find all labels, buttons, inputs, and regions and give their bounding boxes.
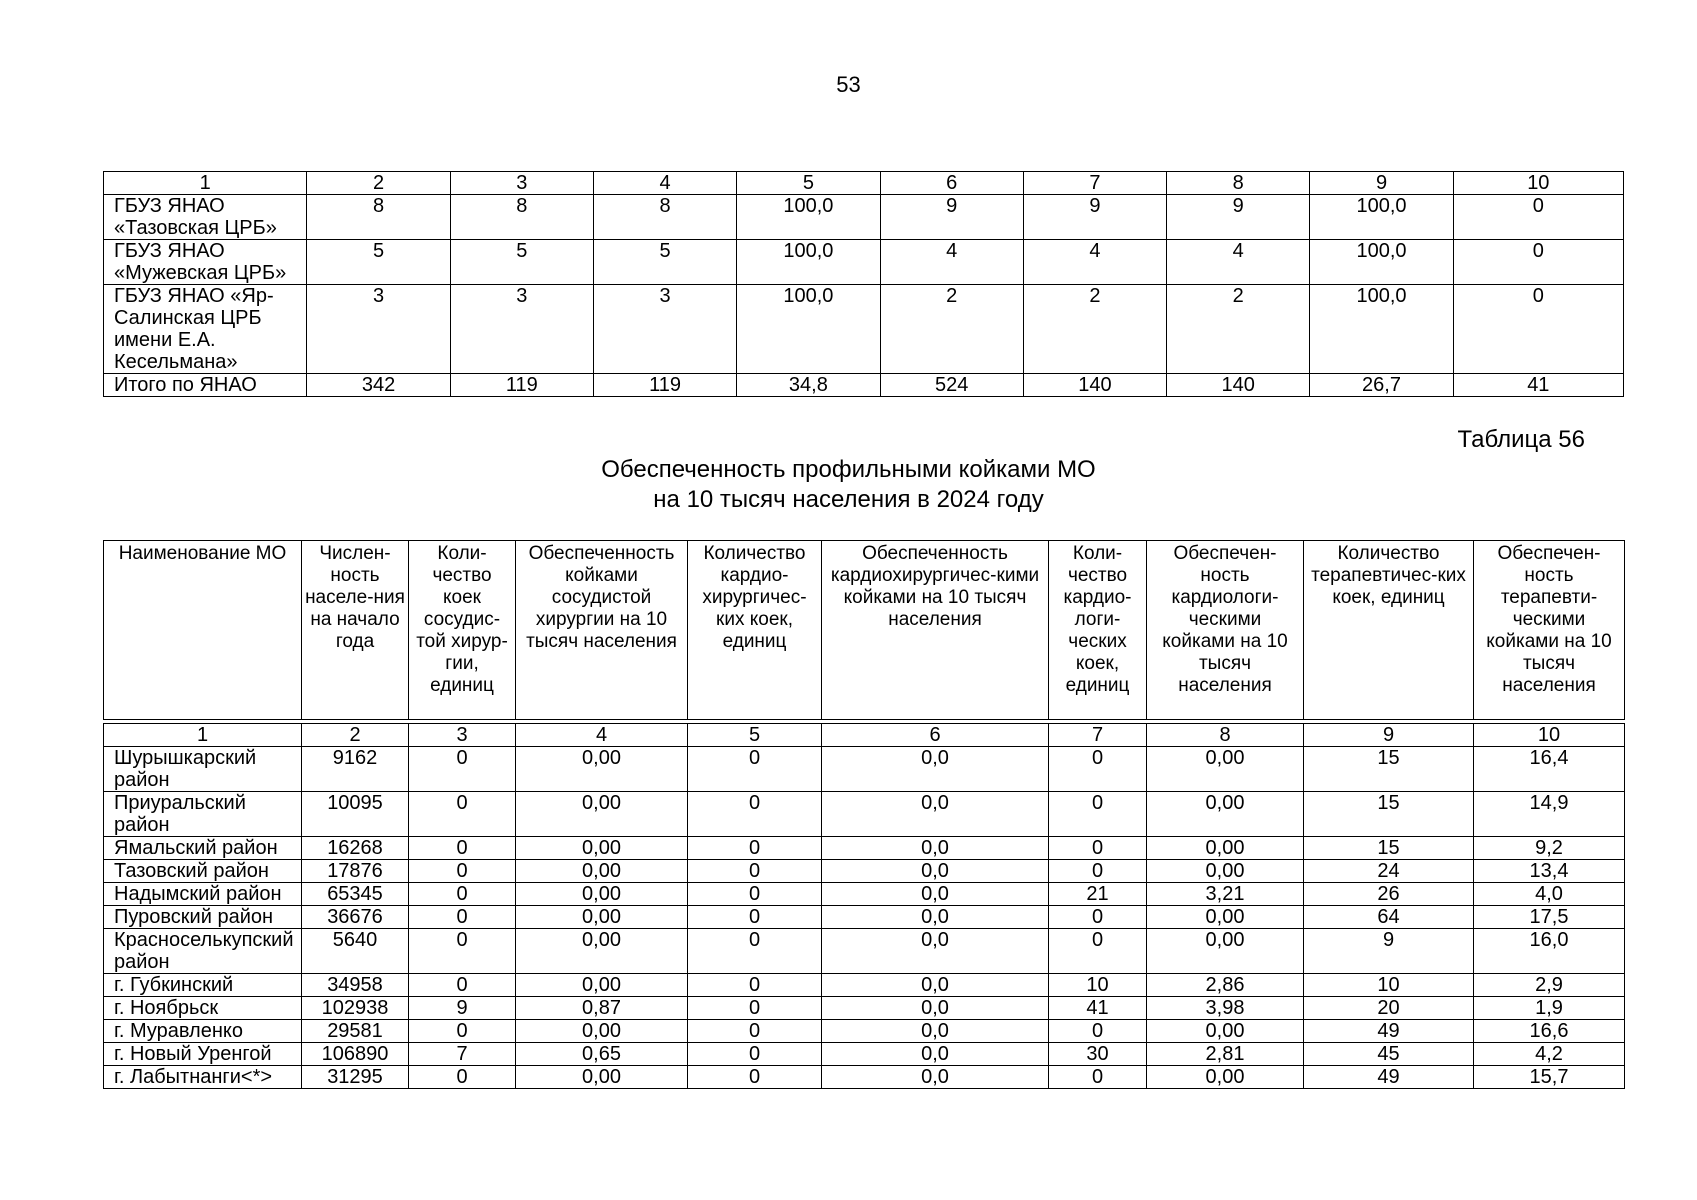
table-cell: 2,81 — [1147, 1043, 1304, 1066]
table-row — [104, 747, 1625, 792]
table-cell: 0,00 — [1147, 929, 1304, 974]
table-cell: 8 — [593, 195, 736, 240]
table-cell: 31295 — [302, 1066, 409, 1089]
column-number-cell: 2 — [307, 172, 450, 195]
table-cell: 0 — [688, 1043, 822, 1066]
column-number-cell: 10 — [1474, 724, 1625, 747]
table-cell: 0 — [409, 883, 516, 906]
column-number-cell: 7 — [1049, 724, 1147, 747]
row-name-cell: Красноселькупский район — [104, 929, 302, 974]
table-cell: 8 — [450, 195, 593, 240]
table-cell: 0 — [688, 1066, 822, 1089]
table-cell: 106890 — [302, 1043, 409, 1066]
table-cell: 9 — [1304, 929, 1474, 974]
table-cell: 0 — [1049, 1020, 1147, 1043]
table-cell: 34,8 — [737, 374, 880, 397]
table-cell: 100,0 — [1310, 285, 1453, 374]
table-cell: 0 — [1049, 929, 1147, 974]
table-cell: 0 — [1049, 906, 1147, 929]
row-name-cell: г. Губкинский — [104, 974, 302, 997]
table-row — [104, 285, 1624, 374]
table-row — [104, 724, 1625, 747]
table-row — [104, 172, 1624, 195]
table-cell: 30 — [1049, 1043, 1147, 1066]
table-cell: 2 — [1023, 285, 1166, 374]
table-cell: 15,7 — [1474, 1066, 1625, 1089]
table-cell: 4 — [880, 240, 1023, 285]
table-cell: 41 — [1453, 374, 1623, 397]
table-cell: 9 — [880, 195, 1023, 240]
column-number-cell: 1 — [104, 724, 302, 747]
table-cell: 0,0 — [822, 906, 1049, 929]
table-cell: 0 — [409, 1066, 516, 1089]
table-cell: 4,2 — [1474, 1043, 1625, 1066]
table-cell: 0 — [1453, 285, 1623, 374]
table-cell: 0,0 — [822, 974, 1049, 997]
table-row — [104, 1043, 1625, 1066]
table-cell: 10 — [1049, 974, 1147, 997]
page-number: 53 — [836, 72, 861, 97]
row-name-cell: г. Лабытнанги<*> — [104, 1066, 302, 1089]
table-cell: 29581 — [302, 1020, 409, 1043]
column-number-cell: 9 — [1304, 724, 1474, 747]
table-cell: 3,21 — [1147, 883, 1304, 906]
table-cell: 0 — [1049, 747, 1147, 792]
main-table-header — [103, 540, 1625, 720]
table-cell: 10 — [1304, 974, 1474, 997]
table-row — [104, 929, 1625, 974]
table-cell: 7 — [409, 1043, 516, 1066]
table-row — [104, 374, 1624, 397]
table-cell: 65345 — [302, 883, 409, 906]
table-cell: 0,00 — [516, 860, 688, 883]
table-cell: 140 — [1023, 374, 1166, 397]
table-cell: 0,0 — [822, 883, 1049, 906]
table-title — [0, 455, 1697, 515]
table-cell: 0 — [1453, 195, 1623, 240]
table-cell: 100,0 — [1310, 240, 1453, 285]
table-cell: 1,9 — [1474, 997, 1625, 1020]
column-number-cell: 7 — [1023, 172, 1166, 195]
table-cell: 524 — [880, 374, 1023, 397]
column-header: Обеспеченность кардиохирургичес-кими койками на 10 тысяч населения — [822, 541, 1049, 720]
table-row — [104, 195, 1624, 240]
row-name-cell: Приуральский район — [104, 792, 302, 837]
table-cell: 16,6 — [1474, 1020, 1625, 1043]
table-cell: 9162 — [302, 747, 409, 792]
table-title-line1: Обеспеченность профильными койками МО — [601, 456, 1096, 483]
row-name-cell: Ямальский район — [104, 837, 302, 860]
table-cell: 36676 — [302, 906, 409, 929]
table-cell: 41 — [1049, 997, 1147, 1020]
table-cell: 9 — [1023, 195, 1166, 240]
table-cell: 0,0 — [822, 997, 1049, 1020]
table-cell: 3 — [450, 285, 593, 374]
table-cell: 9 — [409, 997, 516, 1020]
table-cell: 0 — [409, 837, 516, 860]
table-cell: 14,9 — [1474, 792, 1625, 837]
column-header: Числен-ность населе-ния на начало года — [302, 541, 409, 720]
row-name-cell: г. Новый Уренгой — [104, 1043, 302, 1066]
table-cell: 64 — [1304, 906, 1474, 929]
table-cell: 0 — [409, 860, 516, 883]
table-cell: 0,00 — [1147, 747, 1304, 792]
table-cell: 3 — [593, 285, 736, 374]
table-cell: 2 — [880, 285, 1023, 374]
table-cell: 140 — [1167, 374, 1310, 397]
table-cell: 0,0 — [822, 1066, 1049, 1089]
table-cell: 0,0 — [822, 747, 1049, 792]
table-cell: 0 — [688, 837, 822, 860]
table-cell: 4 — [1023, 240, 1166, 285]
table-cell: 100,0 — [737, 240, 880, 285]
table-row — [104, 883, 1625, 906]
table-cell: 5640 — [302, 929, 409, 974]
table-label: Таблица 56 — [1457, 426, 1585, 453]
table-cell: 5 — [450, 240, 593, 285]
row-name-cell: ГБУЗ ЯНАО «Яр-Салинская ЦРБ имени Е.А. Кесельмана» — [104, 285, 307, 374]
table-cell: 102938 — [302, 997, 409, 1020]
table-cell: 0,87 — [516, 997, 688, 1020]
column-header: Обеспечен-ность терапевти-ческими койками на 10 тысяч населения — [1474, 541, 1625, 720]
table-cell: 9 — [1167, 195, 1310, 240]
column-number-cell: 10 — [1453, 172, 1623, 195]
table-cell: 0,00 — [1147, 1020, 1304, 1043]
table-cell: 0 — [688, 792, 822, 837]
row-name-cell: ГБУЗ ЯНАО «Мужевская ЦРБ» — [104, 240, 307, 285]
table-cell: 4,0 — [1474, 883, 1625, 906]
table-cell: 0 — [1049, 837, 1147, 860]
table-cell: 0,00 — [1147, 837, 1304, 860]
table-cell: 119 — [593, 374, 736, 397]
column-number-cell: 8 — [1167, 172, 1310, 195]
table-cell: 20 — [1304, 997, 1474, 1020]
table-cell: 0,00 — [1147, 792, 1304, 837]
table-cell: 0 — [688, 974, 822, 997]
main-table — [103, 723, 1625, 1089]
table-cell: 0 — [1453, 240, 1623, 285]
table-cell: 21 — [1049, 883, 1147, 906]
column-number-cell: 8 — [1147, 724, 1304, 747]
table-cell: 13,4 — [1474, 860, 1625, 883]
table-cell: 15 — [1304, 747, 1474, 792]
column-number-cell: 6 — [880, 172, 1023, 195]
column-number-cell: 9 — [1310, 172, 1453, 195]
table-cell: 0 — [688, 1020, 822, 1043]
table-cell: 2,86 — [1147, 974, 1304, 997]
table-cell: 26 — [1304, 883, 1474, 906]
table-cell: 0,65 — [516, 1043, 688, 1066]
table-cell: 0,00 — [516, 1066, 688, 1089]
table-cell: 100,0 — [737, 195, 880, 240]
table-row — [104, 240, 1624, 285]
table-cell: 100,0 — [737, 285, 880, 374]
table-cell: 0,00 — [516, 837, 688, 860]
column-header: Наименование МО — [104, 541, 302, 720]
table-cell: 5 — [593, 240, 736, 285]
row-name-cell: Пуровский район — [104, 906, 302, 929]
column-number-cell: 4 — [516, 724, 688, 747]
table-cell: 0,00 — [1147, 906, 1304, 929]
table-cell: 0 — [1049, 1066, 1147, 1089]
table-cell: 0 — [409, 792, 516, 837]
table-cell: 16268 — [302, 837, 409, 860]
column-header: Количество кардио-хирургичес-ких коек, единиц — [688, 541, 822, 720]
table-cell: 0,0 — [822, 1043, 1049, 1066]
table-cell: 0 — [688, 906, 822, 929]
table-cell: 0,0 — [822, 837, 1049, 860]
column-number-cell: 3 — [409, 724, 516, 747]
table-cell: 17,5 — [1474, 906, 1625, 929]
table-row — [104, 974, 1625, 997]
table-cell: 0,00 — [516, 792, 688, 837]
table-cell: 16,4 — [1474, 747, 1625, 792]
column-number-cell: 6 — [822, 724, 1049, 747]
table-cell: 0,00 — [516, 929, 688, 974]
row-name-cell: Надымский район — [104, 883, 302, 906]
table-cell: 0 — [409, 1020, 516, 1043]
table-cell: 3,98 — [1147, 997, 1304, 1020]
continued-table — [103, 171, 1624, 397]
column-header: Обеспеченность койками сосудистой хирургии на 10 тысяч населения — [516, 541, 688, 720]
table-cell: 0,00 — [516, 1020, 688, 1043]
table-cell: 0 — [1049, 860, 1147, 883]
table-cell: 0,00 — [1147, 1066, 1304, 1089]
table-cell: 24 — [1304, 860, 1474, 883]
table-cell: 3 — [307, 285, 450, 374]
table-row — [104, 906, 1625, 929]
column-header: Коли-чество коек сосудис-той хирур-гии, единиц — [409, 541, 516, 720]
table-cell: 0 — [409, 906, 516, 929]
column-number-cell: 2 — [302, 724, 409, 747]
table-cell: 100,0 — [1310, 195, 1453, 240]
table-cell: 0,00 — [516, 747, 688, 792]
column-number-cell: 5 — [737, 172, 880, 195]
row-name-cell: Шурышкарский район — [104, 747, 302, 792]
row-name-cell: г. Муравленко — [104, 1020, 302, 1043]
column-number-cell: 3 — [450, 172, 593, 195]
table-cell: 9,2 — [1474, 837, 1625, 860]
table-cell: 0,00 — [516, 974, 688, 997]
table-cell: 4 — [1167, 240, 1310, 285]
table-cell: 0,0 — [822, 792, 1049, 837]
table-cell: 0,00 — [516, 883, 688, 906]
table-cell: 0 — [688, 883, 822, 906]
table-cell: 49 — [1304, 1020, 1474, 1043]
table-cell: 0 — [688, 747, 822, 792]
table-cell: 0 — [409, 747, 516, 792]
table-row — [104, 1066, 1625, 1089]
row-name-cell: г. Ноябрьск — [104, 997, 302, 1020]
column-number-cell: 5 — [688, 724, 822, 747]
table-cell: 26,7 — [1310, 374, 1453, 397]
table-cell: 0 — [409, 974, 516, 997]
column-header: Обеспечен-ность кардиологи-ческими койками на 10 тысяч населения — [1147, 541, 1304, 720]
column-header: Количество терапевтичес-ких коек, единиц — [1304, 541, 1474, 720]
table-row — [104, 860, 1625, 883]
table-cell: 45 — [1304, 1043, 1474, 1066]
table-cell: 0,0 — [822, 860, 1049, 883]
column-header: Коли-чество кардио-логи-ческих коек, единиц — [1049, 541, 1147, 720]
table-cell: 0 — [1049, 792, 1147, 837]
table-title-line2: на 10 тысяч населения в 2024 году — [653, 486, 1044, 513]
table-row — [104, 997, 1625, 1020]
table-cell: 0 — [409, 929, 516, 974]
table-cell: 119 — [450, 374, 593, 397]
table-cell: 2 — [1167, 285, 1310, 374]
table-cell: 49 — [1304, 1066, 1474, 1089]
table-row — [104, 792, 1625, 837]
table-row — [104, 837, 1625, 860]
table-cell: 10095 — [302, 792, 409, 837]
table-cell: 0 — [688, 997, 822, 1020]
table-cell: 8 — [307, 195, 450, 240]
table-cell: 34958 — [302, 974, 409, 997]
table-cell: 0,00 — [516, 906, 688, 929]
row-name-cell: ГБУЗ ЯНАО «Тазовская ЦРБ» — [104, 195, 307, 240]
table-cell: 5 — [307, 240, 450, 285]
table-row — [104, 1020, 1625, 1043]
table-cell: 17876 — [302, 860, 409, 883]
table-cell: 0 — [688, 860, 822, 883]
table-cell: 15 — [1304, 792, 1474, 837]
row-name-cell: Итого по ЯНАО — [104, 374, 307, 397]
table-cell: 0,0 — [822, 929, 1049, 974]
table-cell: 2,9 — [1474, 974, 1625, 997]
column-number-cell: 4 — [593, 172, 736, 195]
table-cell: 342 — [307, 374, 450, 397]
row-name-cell: Тазовский район — [104, 860, 302, 883]
table-cell: 0,00 — [1147, 860, 1304, 883]
table-cell: 0,0 — [822, 1020, 1049, 1043]
table-cell: 16,0 — [1474, 929, 1625, 974]
table-cell: 0 — [688, 929, 822, 974]
table-cell: 15 — [1304, 837, 1474, 860]
column-number-cell: 1 — [104, 172, 307, 195]
